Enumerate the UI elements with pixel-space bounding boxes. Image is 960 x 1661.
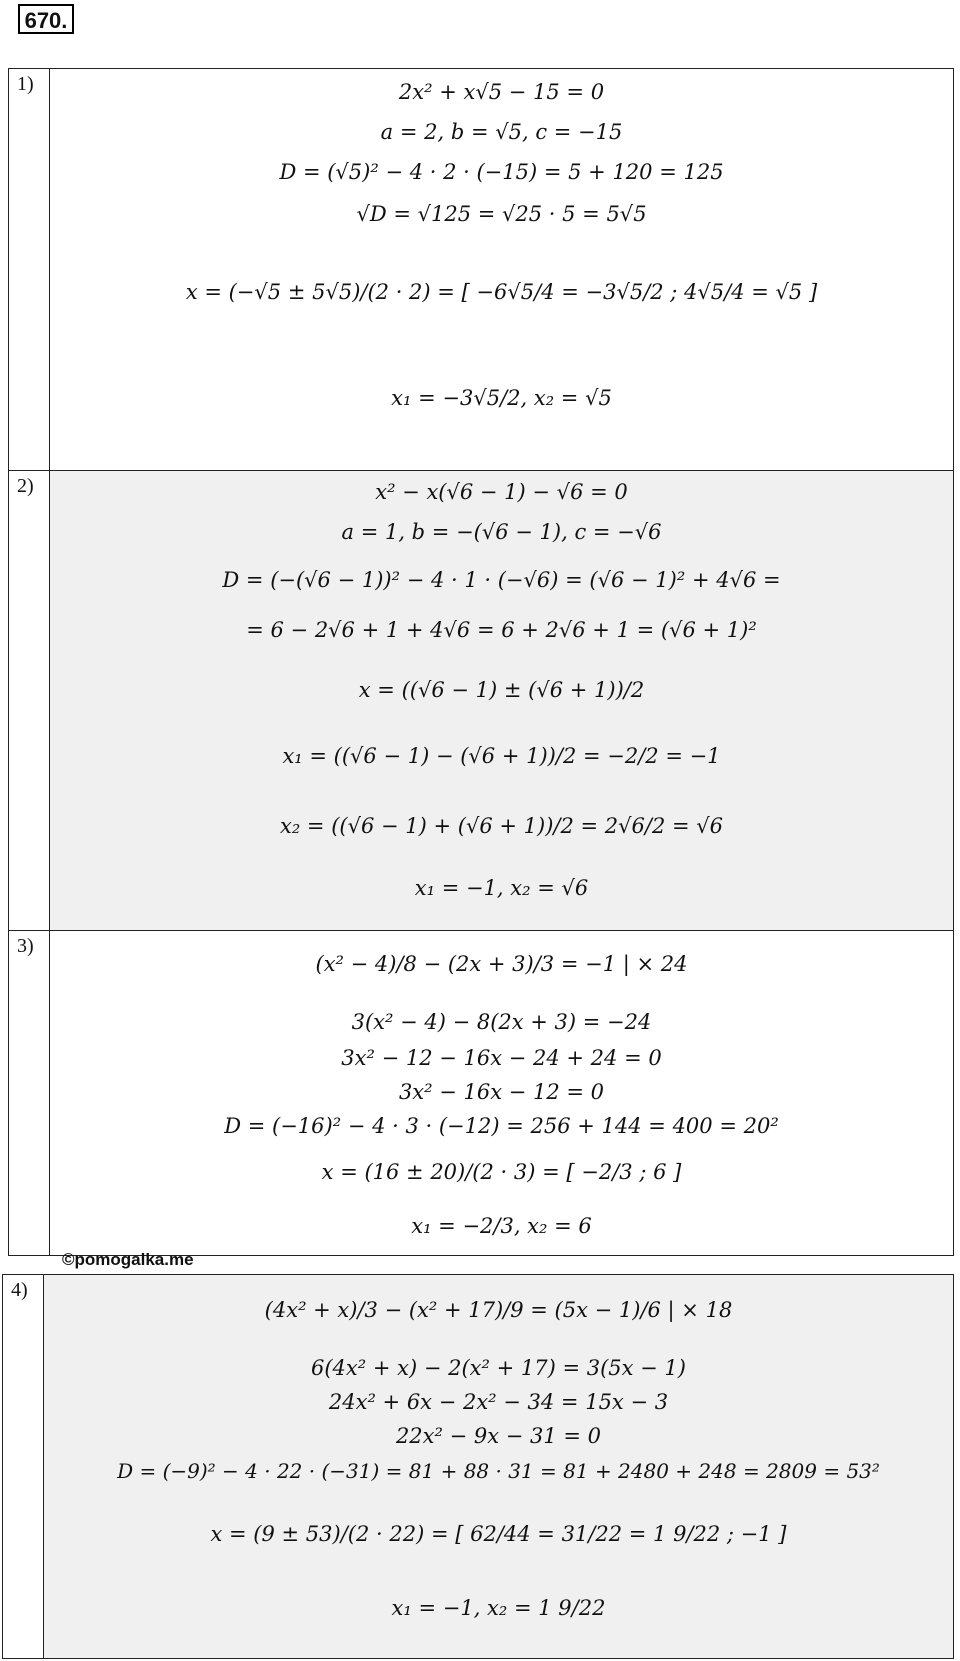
math-line: 22x² − 9x − 31 = 0 (395, 1424, 602, 1448)
part-number-cell (9, 69, 50, 471)
part-number-cell (3, 1275, 44, 1658)
math-line: D = (−9)² − 4 · 22 · (−31) = 81 + 88 · 31 = 81 + 2480 + 248 = 2809 = 53² (117, 1459, 880, 1483)
math-line: 2x² + x√5 − 15 = 0 (398, 80, 605, 104)
math-line: x₁ = −1, x₂ = 1 9/22 (391, 1596, 606, 1620)
part-label: 3) (17, 935, 34, 957)
part-number-cell (9, 471, 50, 931)
solution-content (44, 1275, 953, 1658)
problem-number: 670. (18, 4, 74, 34)
math-line: √D = √125 = √25 · 5 = 5√5 (356, 202, 647, 226)
math-line: x₁ = −3√5/2, x₂ = √5 (391, 386, 612, 410)
part-label: 2) (17, 475, 34, 497)
solution-panel-4 (2, 1274, 954, 1659)
math-line: D = (√5)² − 4 · 2 · (−15) = 5 + 120 = 125 (279, 160, 724, 184)
solution-panel-1 (8, 68, 954, 472)
math-line: x = (−√5 ± 5√5)/(2 · 2) = [ −6√5/4 = −3√5/2 ; 4√5/4 = √5 ] (185, 280, 818, 304)
part-label: 4) (11, 1279, 28, 1301)
math-line: x₁ = −2/3, x₂ = 6 (411, 1214, 592, 1238)
math-line: 3(x² − 4) − 8(2x + 3) = −24 (351, 1010, 652, 1034)
part-label: 1) (17, 73, 34, 95)
math-line: x² − x(√6 − 1) − √6 = 0 (375, 480, 628, 504)
math-line: x = ((√6 − 1) ± (√6 + 1))/2 (358, 678, 645, 702)
math-line: x₂ = ((√6 − 1) + (√6 + 1))/2 = 2√6/2 = √6 (279, 814, 724, 838)
solution-content (50, 471, 953, 931)
math-line: 6(4x² + x) − 2(x² + 17) = 3(5x − 1) (311, 1356, 686, 1380)
math-line: D = (−16)² − 4 · 3 · (−12) = 256 + 144 = 400 = 20² (224, 1114, 779, 1138)
math-line: a = 2, b = √5, c = −15 (380, 120, 623, 144)
solution-panel-3 (8, 930, 954, 1256)
math-line: = 6 − 2√6 + 1 + 4√6 = 6 + 2√6 + 1 = (√6 + 1)² (246, 618, 757, 642)
math-line: x = (9 ± 53)/(2 · 22) = [ 62/44 = 31/22 = 1 9/22 ; −1 ] (210, 1522, 787, 1546)
math-line: 3x² − 16x − 12 = 0 (398, 1080, 605, 1104)
math-line: x₁ = −1, x₂ = √6 (414, 876, 589, 900)
math-line: x₁ = ((√6 − 1) − (√6 + 1))/2 = −2/2 = −1 (282, 744, 721, 768)
math-line: D = (−(√6 − 1))² − 4 · 1 · (−√6) = (√6 − 1)² + 4√6 = (222, 568, 781, 592)
watermark: ©pomogalka.me (62, 1250, 194, 1269)
math-line: 24x² + 6x − 2x² − 34 = 15x − 3 (328, 1390, 669, 1414)
math-line: a = 1, b = −(√6 − 1), c = −√6 (341, 520, 662, 544)
math-line: (4x² + x)/3 − (x² + 17)/9 = (5x − 1)/6 | × 18 (264, 1298, 733, 1322)
solution-content (50, 931, 953, 1255)
math-line: x = (16 ± 20)/(2 · 3) = [ −2/3 ; 6 ] (321, 1160, 682, 1184)
solution-content (50, 69, 953, 471)
math-line: (x² − 4)/8 − (2x + 3)/3 = −1 | × 24 (315, 952, 688, 976)
solution-panel-2 (8, 470, 954, 932)
math-line: 3x² − 12 − 16x − 24 + 24 = 0 (341, 1046, 662, 1070)
part-number-cell (9, 931, 50, 1255)
